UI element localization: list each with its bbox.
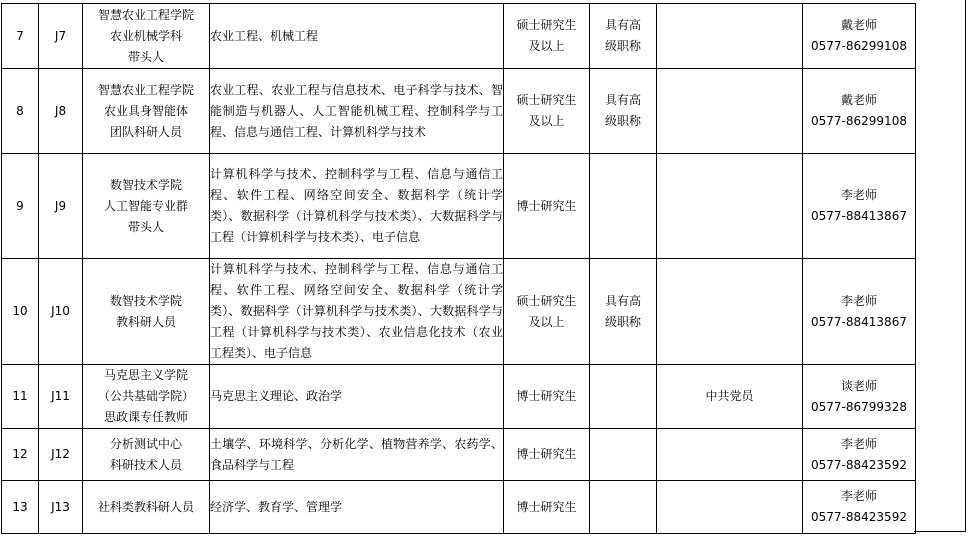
position-code: J13 <box>39 481 83 534</box>
other-requirements <box>657 429 803 481</box>
professional-title <box>590 365 657 429</box>
table-row <box>2 259 916 365</box>
contact-phone: 0577-88413867 <box>811 209 907 223</box>
contact-name: 李老师 <box>840 188 877 202</box>
table-row <box>2 69 916 154</box>
contact-phone: 0577-88423592 <box>811 457 907 472</box>
other-requirements <box>657 4 803 69</box>
position-name: 数智技术学院 人工智能专业群 带头人 <box>83 154 210 259</box>
majors: 马克思主义理论、政治学 <box>210 365 504 429</box>
row-number: 8 <box>2 69 39 154</box>
education: 硕士研究生 及以上 <box>504 4 590 69</box>
contact-name: 戴老师 <box>840 93 877 107</box>
position-code: J12 <box>39 429 83 481</box>
contact-phone: 0577-86299108 <box>811 114 907 128</box>
row-number: 13 <box>2 481 39 534</box>
contact-phone: 0577-86299108 <box>811 39 907 53</box>
professional-title: 具有高 级职称 <box>590 259 657 365</box>
education: 硕士研究生 及以上 <box>504 259 590 365</box>
contact-name: 李老师 <box>840 489 877 503</box>
education: 博士研究生 <box>504 154 590 259</box>
contact <box>803 259 916 365</box>
majors: 土壤学、环境科学、分析化学、植物营养学、农药学、食品科学与工程 <box>210 429 504 481</box>
education: 博士研究生 <box>504 429 590 481</box>
majors: 计算机科学与技术、控制科学与工程、信息与通信工程、软件工程、网络空间安全、数据科学（统计学类）、数据科学（计算机科学与技术类）、大数据科学与工程（计算机科学与技术类）、农业信息化技术（农业工程类）、电子信息 <box>210 259 504 365</box>
contact-phone: 0577-88413867 <box>811 314 907 329</box>
row-number: 7 <box>2 4 39 69</box>
table-row <box>2 4 916 69</box>
contact-phone: 0577-86799328 <box>811 399 907 414</box>
education: 博士研究生 <box>504 481 590 534</box>
majors: 农业工程、机械工程 <box>210 4 504 69</box>
majors: 农业工程、农业工程与信息技术、电子科学与技术、智能制造与机器人、人工智能机械工程、控制科学与工程、信息与通信工程、计算机科学与技术 <box>210 69 504 154</box>
professional-title <box>590 154 657 259</box>
contact <box>803 429 916 481</box>
contact-name: 戴老师 <box>840 18 877 32</box>
position-code: J10 <box>39 259 83 365</box>
position-code: J7 <box>39 4 83 69</box>
position-name: 数智技术学院 教科研人员 <box>83 259 210 365</box>
contact <box>803 69 916 154</box>
professional-title <box>590 429 657 481</box>
majors: 经济学、教育学、管理学 <box>210 481 504 534</box>
professional-title: 具有高 级职称 <box>590 4 657 69</box>
position-name: 智慧农业工程学院 农业具身智能体 团队科研人员 <box>83 69 210 154</box>
row-number: 11 <box>2 365 39 429</box>
other-requirements <box>657 69 803 154</box>
position-code: J11 <box>39 365 83 429</box>
professional-title <box>590 481 657 534</box>
majors: 计算机科学与技术、控制科学与工程、信息与通信工程、软件工程、网络空间安全、数据科学（统计学类）、数据科学（计算机科学与技术类）、大数据科学与工程（计算机科学与技术类）、电子信息 <box>210 154 504 259</box>
position-code: J8 <box>39 69 83 154</box>
contact <box>803 4 916 69</box>
other-requirements <box>657 154 803 259</box>
position-name: 马克思主义学院 （公共基础学院） 思政课专任教师 <box>83 365 210 429</box>
position-name: 智慧农业工程学院 农业机械学科 带头人 <box>83 4 210 69</box>
table-frame-right <box>914 3 966 532</box>
contact-name: 李老师 <box>840 436 877 451</box>
position-code: J9 <box>39 154 83 259</box>
table-row <box>2 429 916 481</box>
contact-name: 李老师 <box>840 293 877 308</box>
other-requirements <box>657 481 803 534</box>
position-name: 分析测试中心 科研技术人员 <box>83 429 210 481</box>
other-requirements <box>657 259 803 365</box>
table-row <box>2 365 916 429</box>
row-number: 12 <box>2 429 39 481</box>
row-number: 10 <box>2 259 39 365</box>
other-requirements: 中共党员 <box>657 365 803 429</box>
table-row <box>2 154 916 259</box>
table-row <box>2 481 916 534</box>
contact-name: 谈老师 <box>840 378 877 393</box>
contact <box>803 154 916 259</box>
professional-title: 具有高 级职称 <box>590 69 657 154</box>
contact <box>803 365 916 429</box>
position-name: 社科类教科研人员 <box>83 481 210 534</box>
contact-phone: 0577-88423592 <box>811 510 907 524</box>
contact <box>803 481 916 534</box>
row-number: 9 <box>2 154 39 259</box>
education: 硕士研究生 及以上 <box>504 69 590 154</box>
recruitment-table <box>1 3 916 534</box>
education: 博士研究生 <box>504 365 590 429</box>
